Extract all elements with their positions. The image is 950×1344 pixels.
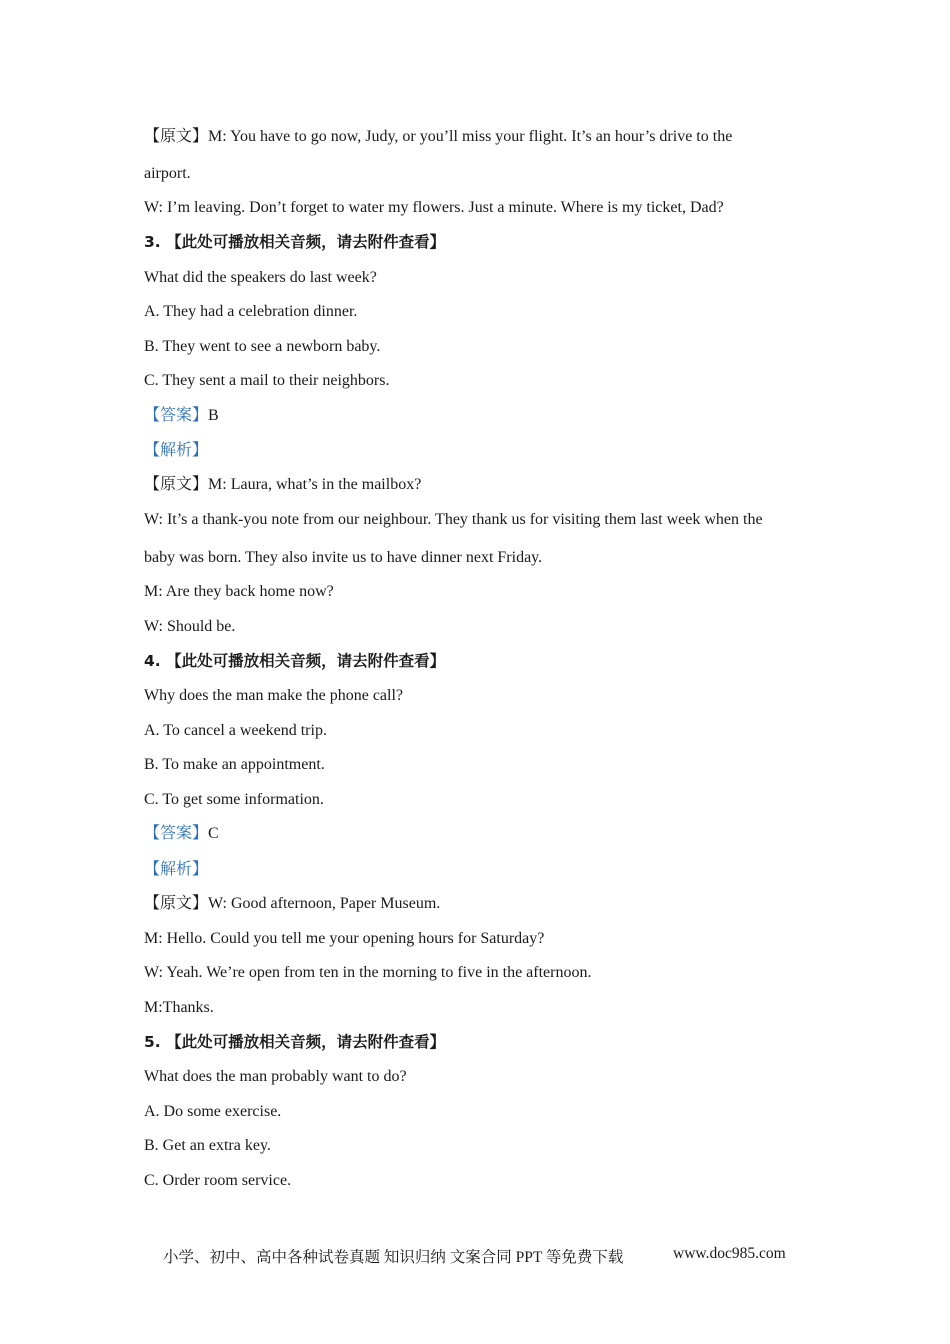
question-number-label: 3. 【此处可播放相关音频，请去附件查看】 — [144, 233, 446, 251]
answer-line — [144, 406, 219, 426]
option-b — [144, 1136, 271, 1156]
line-text: W: Should be. — [144, 618, 236, 635]
line-text: M: Laura, what’s in the mailbox? — [208, 476, 422, 493]
question-text — [144, 686, 403, 706]
line-text: W: Yeah. We’re open from ten in the morning to five in the afternoon. — [144, 964, 592, 981]
line-text: C. They sent a mail to their neighbors. — [144, 372, 390, 389]
question-number-label: 5. 【此处可播放相关音频，请去附件查看】 — [144, 1033, 446, 1051]
question-text — [144, 1067, 407, 1087]
transcript-line — [144, 127, 732, 147]
option-b — [144, 755, 325, 775]
line-text: What did the speakers do last week? — [144, 269, 377, 286]
line-text: C. Order room service. — [144, 1172, 292, 1189]
transcript-line — [144, 998, 214, 1018]
analysis-tag: 【解析】 — [144, 861, 209, 878]
transcript-line — [144, 510, 763, 530]
line-text: M: You have to go now, Judy, or you’ll miss your flight. It’s an hour’s drive to the — [208, 128, 733, 145]
line-text: W: I’m leaving. Don’t forget to water my flowers. Just a minute. Where is my ticket, Dad? — [144, 199, 724, 216]
line-text: Why does the man make the phone call? — [144, 687, 404, 704]
line-text: A. They had a celebration dinner. — [144, 303, 358, 320]
analysis-line — [144, 441, 208, 461]
line-text: B. Get an extra key. — [144, 1137, 271, 1154]
answer-tag: 【答案】 — [144, 825, 209, 842]
option-c — [144, 790, 324, 810]
footer-url-link[interactable]: www.doc985.com — [673, 1245, 786, 1262]
line-text: What does the man probably want to do? — [144, 1068, 407, 1085]
transcript-line — [144, 963, 591, 983]
question-audio-header — [144, 651, 445, 671]
source-tag: 【原文】 — [144, 476, 209, 493]
line-text: W: Good afternoon, Paper Museum. — [208, 895, 441, 912]
option-c — [144, 371, 389, 391]
line-text: baby was born. They also invite us to have dinner next Friday. — [144, 549, 543, 566]
line-text: M: Are they back home now? — [144, 583, 334, 600]
page-footer — [163, 1245, 786, 1267]
question-number-label: 4. 【此处可播放相关音频，请去附件查看】 — [144, 652, 446, 670]
line-text: B. To make an appointment. — [144, 756, 325, 773]
option-a — [144, 721, 327, 741]
answer-line — [144, 824, 219, 844]
transcript-line — [144, 617, 235, 637]
transcript-line — [144, 582, 334, 602]
line-text: C. To get some information. — [144, 791, 324, 808]
transcript-line — [144, 894, 440, 914]
transcript-line — [144, 929, 544, 949]
line-text: W: It’s a thank-you note from our neighbour. They thank us for visiting them last week when the — [144, 511, 763, 528]
option-b — [144, 337, 380, 357]
question-text — [144, 268, 377, 288]
option-a — [144, 1102, 281, 1122]
transcript-line — [144, 475, 421, 495]
answer-value: B — [208, 407, 219, 424]
option-c — [144, 1171, 291, 1191]
line-text: M:Thanks. — [144, 999, 214, 1016]
line-text: A. Do some exercise. — [144, 1103, 282, 1120]
line-text: A. To cancel a weekend trip. — [144, 722, 327, 739]
transcript-line — [144, 548, 542, 568]
question-audio-header — [144, 232, 445, 252]
transcript-line — [144, 164, 191, 184]
question-audio-header — [144, 1032, 445, 1052]
answer-value: C — [208, 825, 219, 842]
line-text: M: Hello. Could you tell me your opening hours for Saturday? — [144, 930, 545, 947]
analysis-tag: 【解析】 — [144, 442, 209, 459]
line-text: B. They went to see a newborn baby. — [144, 338, 381, 355]
transcript-line — [144, 198, 724, 218]
footer-text: 小学、初中、高中各种试卷真题 知识归纳 文案合同 PPT 等免费下载 — [163, 1249, 624, 1266]
analysis-line — [144, 860, 208, 880]
source-tag: 【原文】 — [144, 128, 209, 145]
answer-tag: 【答案】 — [144, 407, 209, 424]
line-text: airport. — [144, 165, 191, 182]
option-a — [144, 302, 357, 322]
source-tag: 【原文】 — [144, 895, 209, 912]
